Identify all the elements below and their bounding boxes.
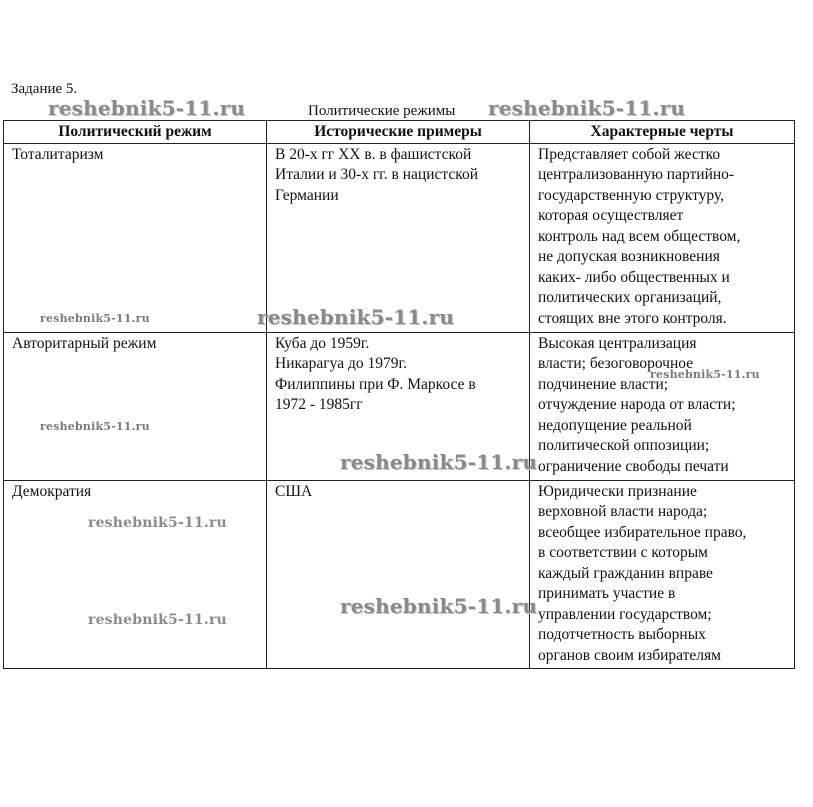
- cell-features: Высокая централизация власти; безоговорочное подчинение власти; отчуждение народа от власти; недопущение реальной политической оппозиции; ограничение свободы печати: [530, 332, 795, 480]
- table-header-row: [4, 121, 795, 144]
- task-label: Задание 5.: [11, 81, 78, 97]
- watermark: reshebnik5-11.ru: [88, 612, 227, 628]
- cell-regime: Тоталитаризм: [4, 143, 267, 332]
- column-header-examples: Исторические примеры: [267, 121, 530, 144]
- watermark: reshebnik5-11.ru: [40, 312, 150, 325]
- watermark: reshebnik5-11.ru: [650, 368, 760, 381]
- watermark: reshebnik5-11.ru: [340, 594, 538, 618]
- cell-examples: США: [267, 480, 530, 668]
- cell-regime: Демократия: [4, 480, 267, 668]
- watermark: reshebnik5-11.ru: [88, 515, 227, 531]
- cell-examples: Куба до 1959г. Никарагуа до 1979г. Филиппины при Ф. Маркосе в 1972 - 1985гг: [267, 332, 530, 480]
- table-row-totalitarianism: [4, 143, 795, 332]
- watermark: reshebnik5-11.ru: [48, 96, 246, 120]
- table-row-democracy: [4, 480, 795, 668]
- column-header-regime: Политический режим: [4, 121, 267, 144]
- cell-regime: Авторитарный режим: [4, 332, 267, 480]
- watermark: reshebnik5-11.ru: [340, 450, 538, 474]
- table-caption: Политические режимы: [308, 103, 456, 119]
- political-regimes-table: [3, 120, 795, 669]
- cell-features: Юридически признание верховной власти народа; всеобщее избирательное право, в соответствии с которым каждый гражданин вправе принимать участие в управлении государством; подотчетность выборных органов своим избирателям: [530, 480, 795, 668]
- watermark: reshebnik5-11.ru: [40, 420, 150, 433]
- cell-features: Представляет собой жестко централизованную партийно- государственную структуру, которая осуществляет контроль над всем обществом, не допуская возникновения каких- либо общественных и политических организаций, стоящих вне этого контроля.: [530, 143, 795, 332]
- cell-examples: В 20-х гг XX в. в фашистской Италии и 30-х гг. в нацистской Германии: [267, 143, 530, 332]
- watermark: reshebnik5-11.ru: [488, 96, 686, 120]
- watermark: reshebnik5-11.ru: [257, 305, 455, 329]
- column-header-features: Характерные черты: [530, 121, 795, 144]
